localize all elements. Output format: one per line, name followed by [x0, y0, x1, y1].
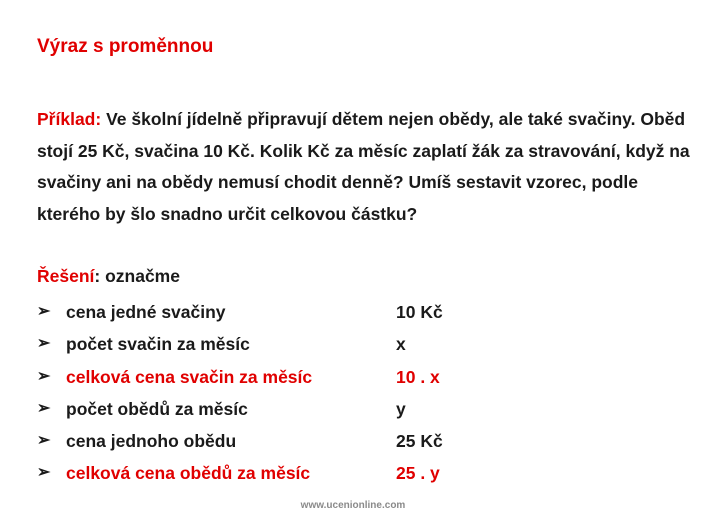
solution-rest: : označme [94, 266, 180, 286]
list-item [37, 427, 677, 459]
arrow-bullet-icon: ➢ [37, 335, 51, 353]
solution-label: Řešení [37, 266, 95, 286]
item-value: x [396, 334, 406, 355]
item-value: y [396, 398, 406, 419]
footer-url: www.ucenionline.com [300, 500, 406, 511]
example-label: Příklad: [37, 109, 102, 129]
page-title: Výraz s proměnnou [37, 36, 214, 57]
solution-heading [37, 266, 180, 287]
arrow-bullet-icon: ➢ [37, 464, 51, 482]
example-text: Ve školní jídelně připravují dětem nejen obědy, ale také svačiny. Oběd stojí 25 Kč, svačina 10 Kč. Kolik Kč za měsíc zaplatí žák za stravování, když na svačiny ani na obědy nemusí chodit denně? Umíš sestavit vzorec, podle kterého by šlo snadno určit celkovou částku? [37, 109, 690, 224]
arrow-bullet-icon: ➢ [37, 399, 51, 417]
example-paragraph [37, 104, 697, 230]
list-item [37, 459, 677, 491]
arrow-bullet-icon: ➢ [37, 367, 51, 385]
item-value: 10 . x [396, 366, 440, 387]
item-label: cena jednoho obědu [66, 431, 237, 452]
item-label: celková cena obědů za měsíc [66, 463, 311, 484]
item-value: 10 Kč [396, 302, 443, 322]
arrow-bullet-icon: ➢ [37, 303, 51, 320]
item-label: celková cena svačin za měsíc [66, 366, 313, 387]
list-item [37, 363, 677, 395]
item-label: počet svačin za měsíc [66, 334, 250, 355]
list-item [37, 330, 677, 362]
list-item [37, 395, 677, 427]
definitions-list [37, 298, 677, 492]
list-item [37, 298, 677, 330]
item-label: cena jedné svačiny [66, 302, 226, 322]
item-label: počet obědů za měsíc [66, 398, 248, 419]
arrow-bullet-icon: ➢ [37, 432, 51, 450]
item-value: 25 Kč [396, 431, 443, 452]
item-value: 25 . y [396, 463, 440, 484]
